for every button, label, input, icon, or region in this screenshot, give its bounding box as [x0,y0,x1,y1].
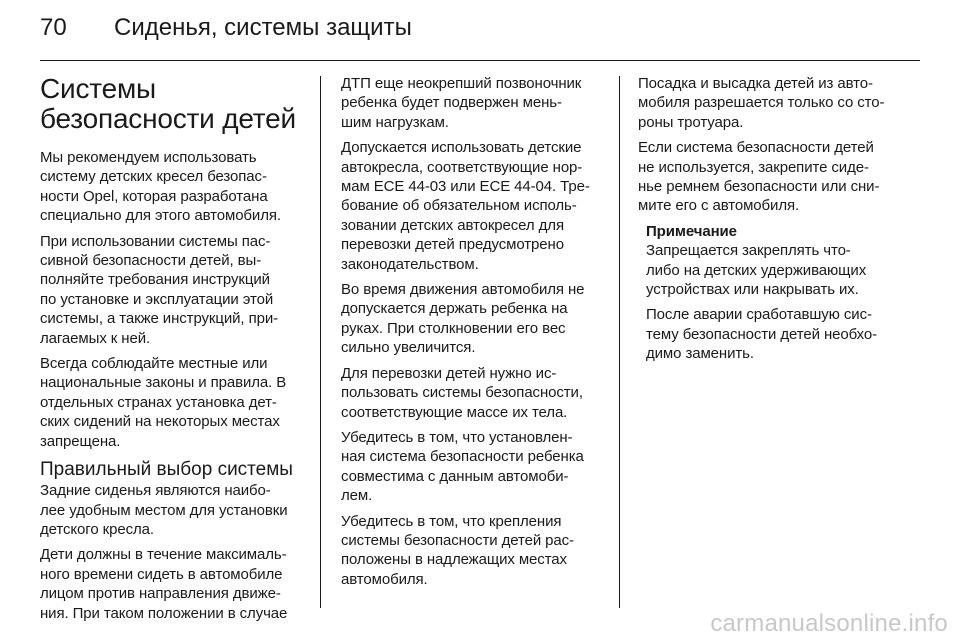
paragraph: Всегда соблюдайте местные или национальные законы и правила. В отдельных странах установка дет- ских сидений на некоторых местах запрещена. [40,355,287,450]
header-divider [40,60,920,61]
paragraph: Если система безопасности детей не используется, закрепите сиде- нье ремнем безопасности или сни- мите его с автомобиля. [638,139,880,215]
paragraph: Допускается использовать детские автокресла, соответствующие нор- мам ЕСЕ 44-03 или ЕСЕ 44-04. Тре- бование об обязательном исполь- зовании детских автокресел для перевозки детей предусмотрено законодательством. [341,139,590,273]
paragraph: Дети должны в течение максималь- ного времени сидеть в автомобиле лицом против направления движе- ния. При таком положении в случае [40,546,288,622]
paragraph: Задние сиденья являются наибо- лее удобным местом для установки детского кресла. [40,482,288,538]
paragraph: Посадка и высадка детей из авто- мобиля разрешается только со сто- роны тротуара. [638,75,885,131]
main-heading: Системы безопасности детей [40,73,296,134]
paragraph: При использовании системы пас- сивной безопасности детей, вы- полняйте требования инструкций по установке и эксплуатации этой системы, а также инструкций, при- лагаемых к ней. [40,232,279,347]
page-header [40,12,412,44]
note-title: Примечание [646,222,737,240]
paragraph: Убедитесь в том, что крепления системы безопасности детей рас- положены в надлежащих местах автомобиля. [341,512,574,588]
column-divider-right [619,76,620,608]
column-divider-left [320,76,321,608]
paragraph: Для перевозки детей нужно ис- пользовать системы безопасности, соответствующие массе их тела. [341,364,583,421]
paragraph: ДТП еще неокрепший позвоночник ребенка будет подвержен мень- шим нагрузкам. [341,75,582,131]
page-number: 70 [40,14,67,41]
column-middle [341,74,603,595]
column-right [638,74,904,370]
section-title: Сиденья, системы защиты [114,14,412,41]
subheading: Правильный выбор системы [40,459,293,481]
paragraph: Убедитесь в том, что установлен- ная система безопасности ребенка совместима с данным автомоби- лем. [341,428,584,505]
note-paragraph: После аварии сработавшую сис- тему безопасности детей необхо- димо заменить. [646,306,878,363]
watermark: carmanualsonline.info [710,610,948,637]
note-box [646,222,904,364]
column-left [40,74,305,629]
paragraph: Мы рекомендуем использовать систему детских кресел безопас- ности Opel, которая разработана специально для этого автомобиля. [40,149,281,225]
paragraph: Во время движения автомобиля не допускается держать ребенка на руках. При столкновении его вес сильно увеличится. [341,281,585,357]
note-paragraph: Запрещается закреплять что- либо на детских удерживающих устройствах или накрывать их. [646,242,867,299]
